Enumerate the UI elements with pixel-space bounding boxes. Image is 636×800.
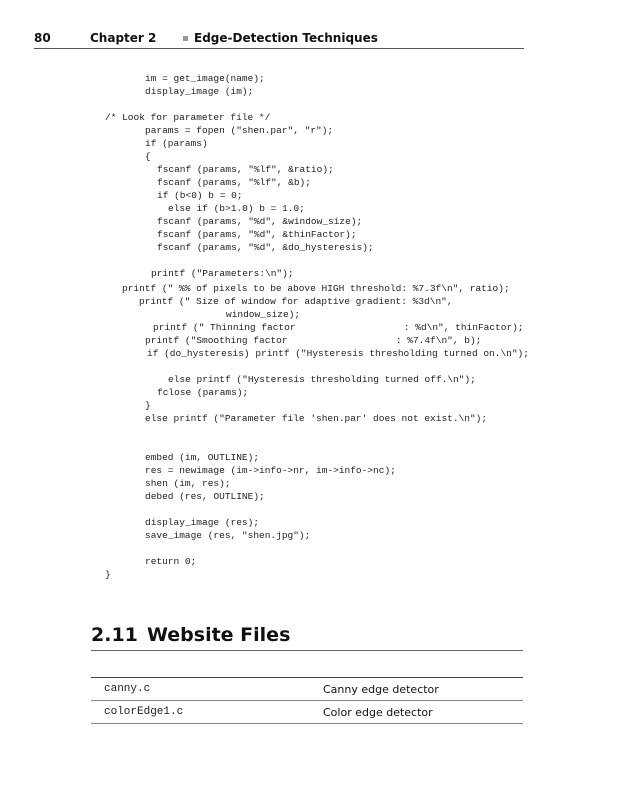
code-line: save_image (res, "shen.jpg"); — [145, 530, 311, 541]
code-line: if (do_hysteresis) printf ("Hysteresis thresholding turned on.\n"); — [147, 348, 529, 359]
code-line: printf (" Thinning factor : %d\n", thinFactor); — [153, 322, 524, 333]
code-line: display_image (res); — [145, 517, 260, 528]
chapter-title: Edge-Detection Techniques — [194, 31, 378, 45]
code-line: return 0; — [145, 556, 197, 567]
code-line: fclose (params); — [157, 387, 249, 398]
file-description: Canny edge detector — [323, 683, 439, 696]
code-line: else printf ("Parameter file 'shen.par' does not exist.\n"); — [145, 413, 488, 424]
code-line: } — [145, 400, 151, 411]
table-row — [91, 678, 523, 701]
code-line: shen (im, res); — [145, 478, 231, 489]
code-line: else if (b>1.0) b = 1.0; — [168, 203, 305, 214]
code-line: printf ("Parameters:\n"); — [151, 268, 294, 279]
code-line: fscanf (params, "%lf", &ratio); — [157, 164, 334, 175]
code-line: res = newimage (im->info->nr, im->info->nc); — [145, 465, 396, 476]
code-line: im = get_image(name); — [145, 73, 265, 84]
page-number: 80 — [34, 31, 51, 45]
code-line: display_image (im); — [145, 86, 254, 97]
code-line: params = fopen ("shen.par", "r"); — [145, 125, 334, 136]
section-heading — [91, 624, 523, 651]
section-title: Website Files — [147, 624, 291, 646]
code-line: if (b<0) b = 0; — [157, 190, 243, 201]
section-number: 2.11 — [91, 624, 138, 646]
code-line: fscanf (params, "%d", &window_size); — [157, 216, 363, 227]
code-line: /* Look for parameter file */ — [105, 112, 271, 123]
table-row — [91, 701, 523, 724]
chapter-label: Chapter 2 — [90, 31, 157, 45]
code-line: embed (im, OUTLINE); — [145, 452, 260, 463]
code-line: window_size); — [226, 309, 301, 320]
code-line: debed (res, OUTLINE); — [145, 491, 265, 502]
code-line: fscanf (params, "%d", &thinFactor); — [157, 229, 357, 240]
code-line: else printf ("Hysteresis thresholding turned off.\n"); — [168, 374, 476, 385]
code-line: printf (" Size of window for adaptive gradient: %3d\n", — [139, 296, 453, 307]
file-description: Color edge detector — [323, 706, 433, 719]
code-line: } — [105, 569, 111, 580]
file-name: canny.c — [104, 683, 151, 695]
code-line: fscanf (params, "%d", &do_hysteresis); — [157, 242, 374, 253]
code-line: printf ("Smoothing factor : %7.4f\n", b); — [145, 335, 482, 346]
code-line: if (params) — [145, 138, 208, 149]
code-line: fscanf (params, "%lf", &b); — [157, 177, 311, 188]
code-line: printf (" %% of pixels to be above HIGH threshold: %7.3f\n", ratio); — [122, 283, 510, 294]
code-line: { — [145, 151, 151, 162]
running-header — [34, 30, 524, 49]
file-name: colorEdge1.c — [104, 706, 184, 718]
header-separator — [183, 36, 188, 41]
